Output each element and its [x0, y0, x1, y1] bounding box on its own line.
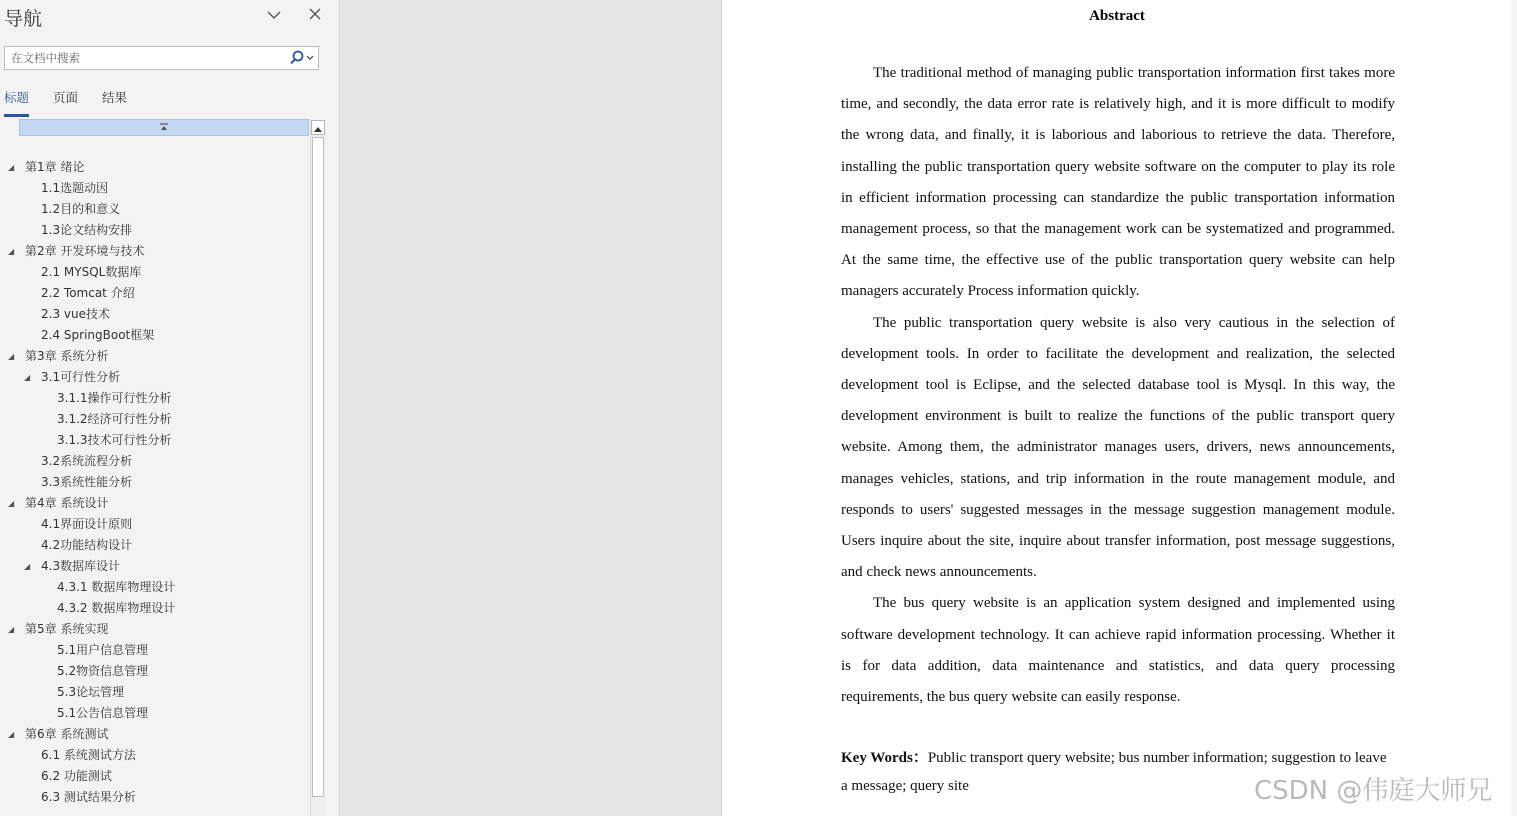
expand-triangle-icon[interactable]: ◢	[24, 373, 31, 382]
abstract-body	[841, 58, 1395, 713]
heading-item-label: 3.1.1操作可行性分析	[57, 391, 172, 405]
scroll-up-arrow-icon	[312, 123, 324, 136]
heading-item-label: 3.3系统性能分析	[41, 475, 133, 489]
heading-item-label: 3.1可行性分析	[41, 370, 121, 384]
heading-item[interactable]	[0, 304, 310, 325]
heading-item-label: 第2章 开发环境与技术	[25, 244, 145, 258]
heading-item[interactable]	[0, 598, 310, 619]
heading-item[interactable]	[0, 178, 310, 199]
heading-item[interactable]	[0, 157, 310, 178]
close-icon[interactable]	[304, 4, 326, 26]
heading-item-label: 2.3 vue技术	[41, 307, 110, 321]
heading-item[interactable]	[0, 199, 310, 220]
heading-item[interactable]	[0, 640, 310, 661]
heading-item[interactable]	[0, 220, 310, 241]
heading-item[interactable]	[0, 283, 310, 304]
heading-item[interactable]	[0, 514, 310, 535]
heading-item-label: 2.4 SpringBoot框架	[41, 328, 155, 342]
heading-item[interactable]	[0, 661, 310, 682]
nav-scrollbar[interactable]	[310, 120, 325, 816]
chevron-down-icon[interactable]	[263, 4, 285, 26]
heading-item[interactable]	[0, 241, 310, 262]
search-icon	[286, 48, 316, 68]
heading-item[interactable]	[0, 577, 310, 598]
document-page[interactable]	[721, 0, 1512, 816]
heading-item[interactable]	[0, 325, 310, 346]
nav-title: 导航	[4, 8, 43, 30]
search-button[interactable]	[286, 48, 316, 68]
heading-item-label: 第1章 绪论	[25, 160, 85, 174]
heading-item[interactable]	[0, 409, 310, 430]
heading-item[interactable]	[0, 388, 310, 409]
keywords-text: Public transport query website; bus number information; suggestion to leave a message; query site	[841, 750, 1387, 794]
heading-item[interactable]	[0, 703, 310, 724]
heading-item[interactable]	[0, 556, 310, 577]
heading-item[interactable]	[0, 724, 310, 745]
expand-triangle-icon[interactable]: ◢	[8, 247, 15, 256]
heading-item-label: 6.2 功能测试	[41, 769, 112, 783]
heading-item-label: 2.1 MYSQL数据库	[41, 265, 142, 279]
keywords-label: Key Words：	[841, 750, 928, 766]
abstract-title: Abstract	[1089, 8, 1145, 24]
heading-item-label: 5.1用户信息管理	[57, 643, 149, 657]
right-margin-strip	[1511, 0, 1517, 816]
expand-triangle-icon[interactable]: ◢	[8, 352, 15, 361]
heading-item-label: 5.1公告信息管理	[57, 706, 149, 720]
heading-list	[0, 157, 310, 808]
heading-item-label: 5.3论坛管理	[57, 685, 125, 699]
watermark: CSDN @伟庭大师兄	[1254, 776, 1493, 806]
heading-item[interactable]	[0, 451, 310, 472]
heading-item-label: 6.3 测试结果分析	[41, 790, 136, 804]
tab-pages[interactable]: 页面	[53, 90, 79, 105]
heading-item-label: 第5章 系统实现	[25, 622, 109, 636]
heading-item-label: 4.3.2 数据库物理设计	[57, 601, 176, 615]
scroll-up-button[interactable]	[311, 120, 325, 135]
heading-item-label: 3.1.2经济可行性分析	[57, 412, 172, 426]
heading-item[interactable]	[0, 766, 310, 787]
expand-triangle-icon[interactable]: ◢	[8, 499, 15, 508]
abstract-paragraph: The public transportation query website is also very cautious in the selection of development tools. In order to facilitate the development and realization, the selected development tool is Eclipse, and the selected database tool is Mysql. In this way, the development environment is built to realize the functions of the public transport query website. Among them, the administrator manages users, drivers, news announcements, manages vehicles, stations, and trip information in the route management module, and responds to users' suggested messages in the message suggestion management module. Users inquire about the site, inquire about transfer information, post message suggestions, and check news announcements.	[841, 314, 1395, 581]
heading-item-label: 5.2物资信息管理	[57, 664, 149, 678]
heading-item[interactable]	[0, 346, 310, 367]
expand-triangle-icon[interactable]: ◢	[8, 625, 15, 634]
heading-item[interactable]	[0, 493, 310, 514]
search-box	[4, 46, 319, 70]
heading-item-label: 4.1界面设计原则	[41, 517, 133, 531]
heading-item[interactable]	[0, 262, 310, 283]
collapse-up-icon	[159, 123, 169, 132]
expand-triangle-icon[interactable]: ◢	[8, 730, 15, 739]
heading-item[interactable]	[0, 430, 310, 451]
tab-results[interactable]: 结果	[102, 90, 128, 105]
heading-item[interactable]	[0, 367, 310, 388]
heading-item-label: 第3章 系统分析	[25, 349, 109, 363]
collapse-all-bar[interactable]	[19, 119, 309, 136]
heading-item-label: 第4章 系统设计	[25, 496, 109, 510]
heading-item-label: 1.2目的和意义	[41, 202, 121, 216]
heading-item-label: 3.1.3技术可行性分析	[57, 433, 172, 447]
abstract-paragraph: The bus query website is an application system designed and implemented using software development technology. It can achieve rapid information processing. Whether it is for data addition, data maintenance and statistics, and data query processing requirements, the bus query website can easily response.	[841, 595, 1395, 706]
heading-item-label: 6.1 系统测试方法	[41, 748, 136, 762]
heading-item-label: 2.2 Tomcat 介绍	[41, 286, 135, 300]
heading-item[interactable]	[0, 535, 310, 556]
expand-triangle-icon[interactable]: ◢	[8, 163, 15, 172]
heading-item[interactable]	[0, 745, 310, 766]
heading-item-label: 1.1选题动因	[41, 181, 109, 195]
heading-item[interactable]	[0, 787, 310, 808]
heading-item-label: 第6章 系统测试	[25, 727, 109, 741]
heading-item[interactable]	[0, 619, 310, 640]
tab-headings[interactable]: 标题	[4, 88, 29, 117]
heading-item[interactable]	[0, 472, 310, 493]
search-input[interactable]	[5, 47, 285, 69]
abstract-paragraph: The traditional method of managing public transportation information first takes more time, and secondly, the data error rate is relatively high, and it is more difficult to modify the wrong data, and finally, it is laborious and laborious to retrieve the data. Therefore, installing the public transportation query website software on the computer to play its role in efficient information processing can standardize the public transportation information management process, so that the management work can be systematized and programmed. At the same time, the effective use of the public transportation query website can help managers accurately Process information quickly.	[841, 65, 1395, 300]
heading-item-label: 4.3.1 数据库物理设计	[57, 580, 176, 594]
expand-triangle-icon[interactable]: ◢	[24, 562, 31, 571]
scroll-thumb[interactable]	[312, 137, 324, 797]
heading-item-label: 4.2功能结构设计	[41, 538, 133, 552]
heading-item-label: 1.3论文结构安排	[41, 223, 133, 237]
navigation-pane	[0, 0, 340, 816]
heading-item-label: 3.2系统流程分析	[41, 454, 133, 468]
heading-item[interactable]	[0, 682, 310, 703]
heading-item-label: 4.3数据库设计	[41, 559, 121, 573]
